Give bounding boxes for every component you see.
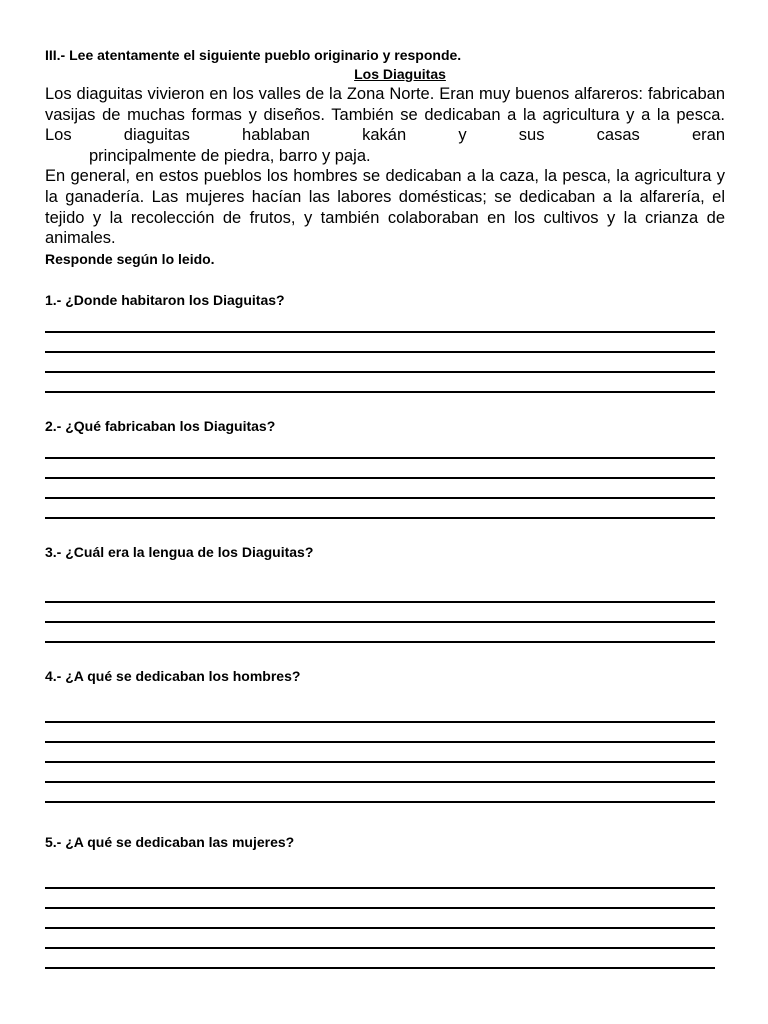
reading-paragraph-1 [45, 84, 725, 146]
answer-line[interactable] [45, 783, 715, 803]
answer-line[interactable] [45, 909, 715, 929]
answer-line[interactable] [45, 723, 715, 743]
answer-line[interactable] [45, 499, 715, 519]
answer-line[interactable] [45, 459, 715, 479]
respond-instruction: Responde según lo leido. [45, 250, 215, 267]
answer-line[interactable] [45, 623, 715, 643]
reading-paragraph-1-text: Los diaguitas vivieron en los valles de la Zona Norte. Eran muy buenos alfareros: fabricaban vasijas de muchas formas y diseños. También se dedicaban a la agricultura y a la pesca. Los diaguitas hablaban kakán y sus casas eran [45, 85, 725, 145]
answer-line[interactable] [45, 333, 715, 353]
answer-line[interactable] [45, 373, 715, 393]
reading-title: Los Diaguitas [354, 66, 446, 82]
answer-line[interactable] [45, 479, 715, 499]
worksheet [45, 46, 725, 969]
question-5-text: 5.- ¿A qué se dedicaban las mujeres? [45, 833, 295, 850]
answer-lines-5[interactable] [45, 869, 725, 969]
question-2-text: 2.- ¿Qué fabricaban los Diaguitas? [45, 417, 276, 434]
answer-line[interactable] [45, 889, 715, 909]
answer-lines-1[interactable] [45, 313, 725, 393]
answer-line[interactable] [45, 703, 715, 723]
question-1-text: 1.- ¿Donde habitaron los Diaguitas? [45, 291, 285, 308]
answer-lines-2[interactable] [45, 439, 725, 519]
question-1 [45, 291, 725, 393]
instruction-heading: III.- Lee atentamente el siguiente pueblo originario y responde. [45, 47, 462, 63]
question-2 [45, 417, 725, 519]
answer-line[interactable] [45, 763, 715, 783]
answer-line[interactable] [45, 743, 715, 763]
question-4-text: 4.- ¿A qué se dedicaban los hombres? [45, 667, 301, 684]
answer-line[interactable] [45, 313, 715, 333]
answer-line[interactable] [45, 439, 715, 459]
answer-line[interactable] [45, 949, 715, 969]
reading-paragraph-2: En general, en estos pueblos los hombres se dedicaban a la caza, la pesca, la agricultura y la ganadería. Las mujeres hacían las labores domésticas; se dedicaban a la alfarería, el tejido y la recolección de frutos, y también colaboraban en los cultivos y la crianza de animales. [45, 167, 725, 248]
reading-paragraph-1-end: principalmente de piedra, barro y paja. [89, 146, 371, 165]
question-3 [45, 543, 725, 643]
questions-list [45, 291, 725, 969]
reading-paragraph-1-continuation [45, 146, 725, 167]
question-5 [45, 833, 725, 969]
answer-line[interactable] [45, 603, 715, 623]
answer-line[interactable] [45, 583, 715, 603]
answer-lines-4[interactable] [45, 703, 725, 803]
answer-lines-3[interactable] [45, 583, 725, 643]
answer-line[interactable] [45, 869, 715, 889]
answer-line[interactable] [45, 929, 715, 949]
question-3-text: 3.- ¿Cuál era la lengua de los Diaguitas? [45, 543, 314, 560]
answer-line[interactable] [45, 353, 715, 373]
question-4 [45, 667, 725, 803]
